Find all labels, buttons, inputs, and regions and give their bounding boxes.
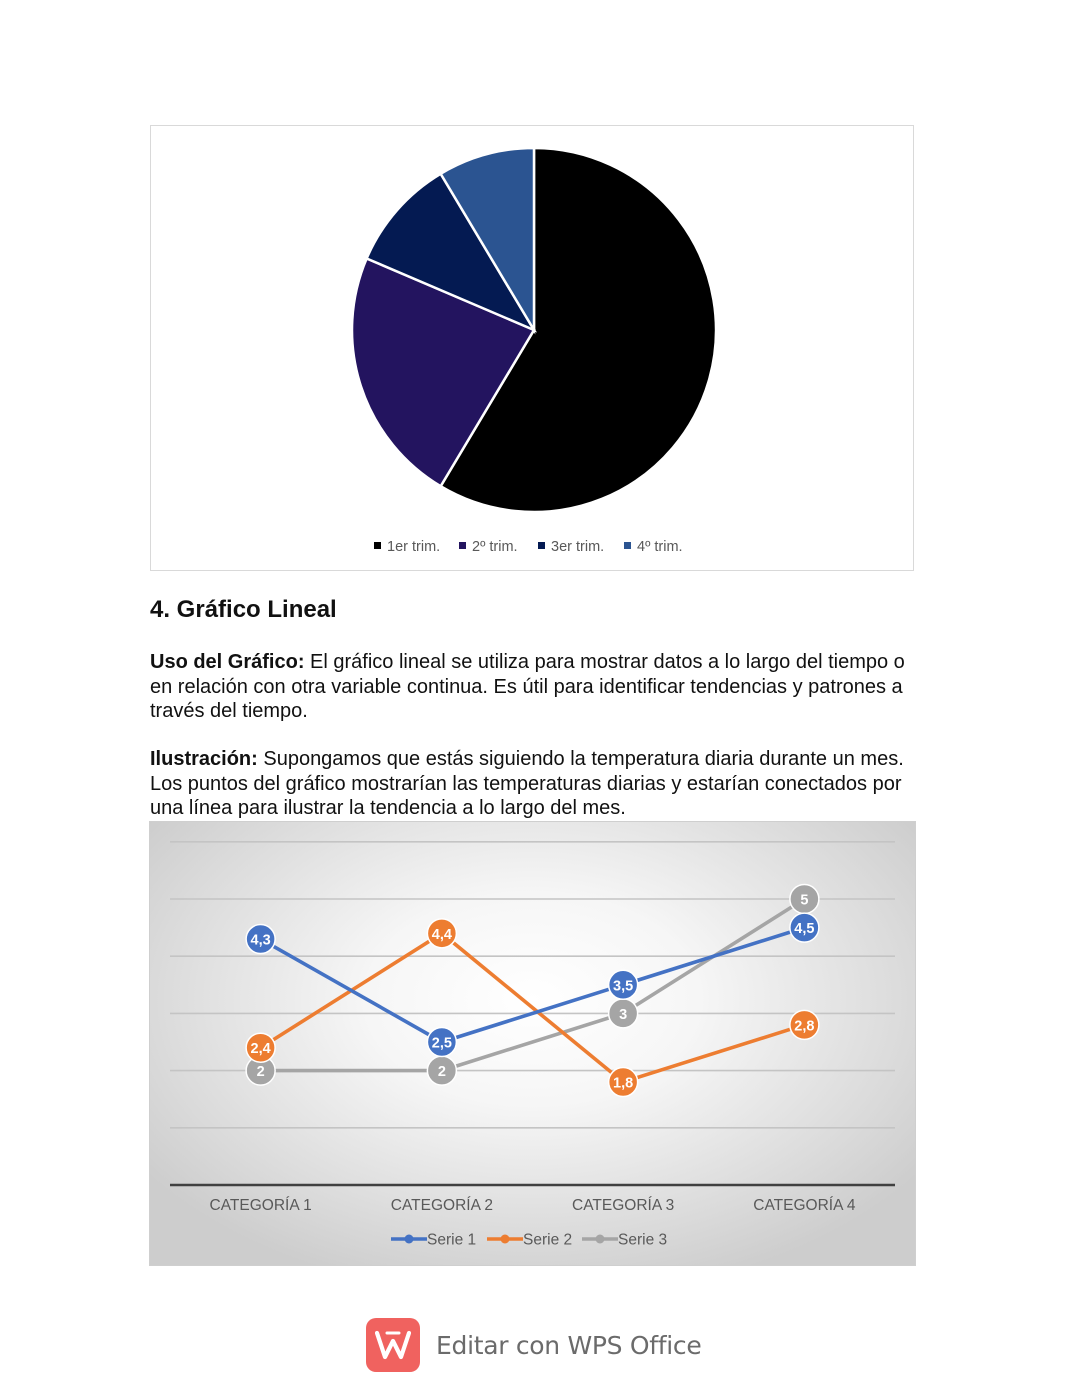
data-label: 2,8 [794,1018,815,1035]
x-tick-label: CATEGORÍA 4 [753,1197,856,1214]
legend-marker [405,1235,414,1244]
section-title: 4. Gráfico Lineal [150,596,337,623]
data-label: 2,4 [250,1041,271,1058]
legend-marker [374,542,381,549]
data-label: 4,5 [794,921,815,938]
usage-text: El gráfico lineal se utiliza para mostrar datos a lo largo del tiempo o en relación con otra variable continua. Es útil para identificar tendencias y patrones a través del tiempo. [150,651,905,722]
illustration-label: Ilustración: [150,748,258,770]
wps-edit-link[interactable] [366,1318,701,1372]
x-tick-label: CATEGORÍA 3 [572,1197,675,1214]
legend-label: 4º trim. [637,539,683,555]
usage-paragraph [150,650,930,724]
illustration-text: Supongamos que estás siguiendo la temperatura diaria durante un mes. Los puntos del gráfico mostrarían las temperaturas diarias y estarían conectados por una línea para ilustrar la tendencia a lo largo del mes. [150,748,904,819]
data-label: 1,8 [613,1075,634,1092]
legend-label: Serie 3 [618,1231,668,1249]
legend-marker [624,542,631,549]
legend-label: Serie 2 [523,1231,573,1249]
legend-marker [501,1235,510,1244]
legend-marker [538,542,545,549]
data-label: 2 [437,1064,446,1081]
pie-chart-svg [151,126,915,572]
line-chart [150,822,915,1265]
data-label: 4,4 [431,926,452,943]
series-line [261,928,805,1042]
legend-label: 1er trim. [387,539,441,555]
x-tick-label: CATEGORÍA 2 [390,1197,493,1214]
legend-label: Serie 1 [427,1231,477,1249]
x-tick-label: CATEGORÍA 1 [209,1197,312,1214]
wps-brand-label: Editar con WPS Office [436,1330,702,1360]
data-label: 2 [256,1064,265,1081]
usage-label: Uso del Gráfico: [150,651,305,673]
legend-marker [596,1235,605,1244]
data-label: 3 [619,1006,628,1023]
pie-chart [150,125,914,571]
data-label: 5 [800,892,809,909]
wps-logo-icon [366,1318,420,1372]
legend-marker [459,542,466,549]
line-chart-svg [150,822,915,1265]
data-label: 4,3 [250,932,271,949]
data-label: 3,5 [613,978,634,995]
data-label: 2,5 [431,1035,452,1052]
legend-label: 2º trim. [472,539,518,555]
legend-label: 3er trim. [551,539,605,555]
illustration-paragraph [150,747,930,821]
